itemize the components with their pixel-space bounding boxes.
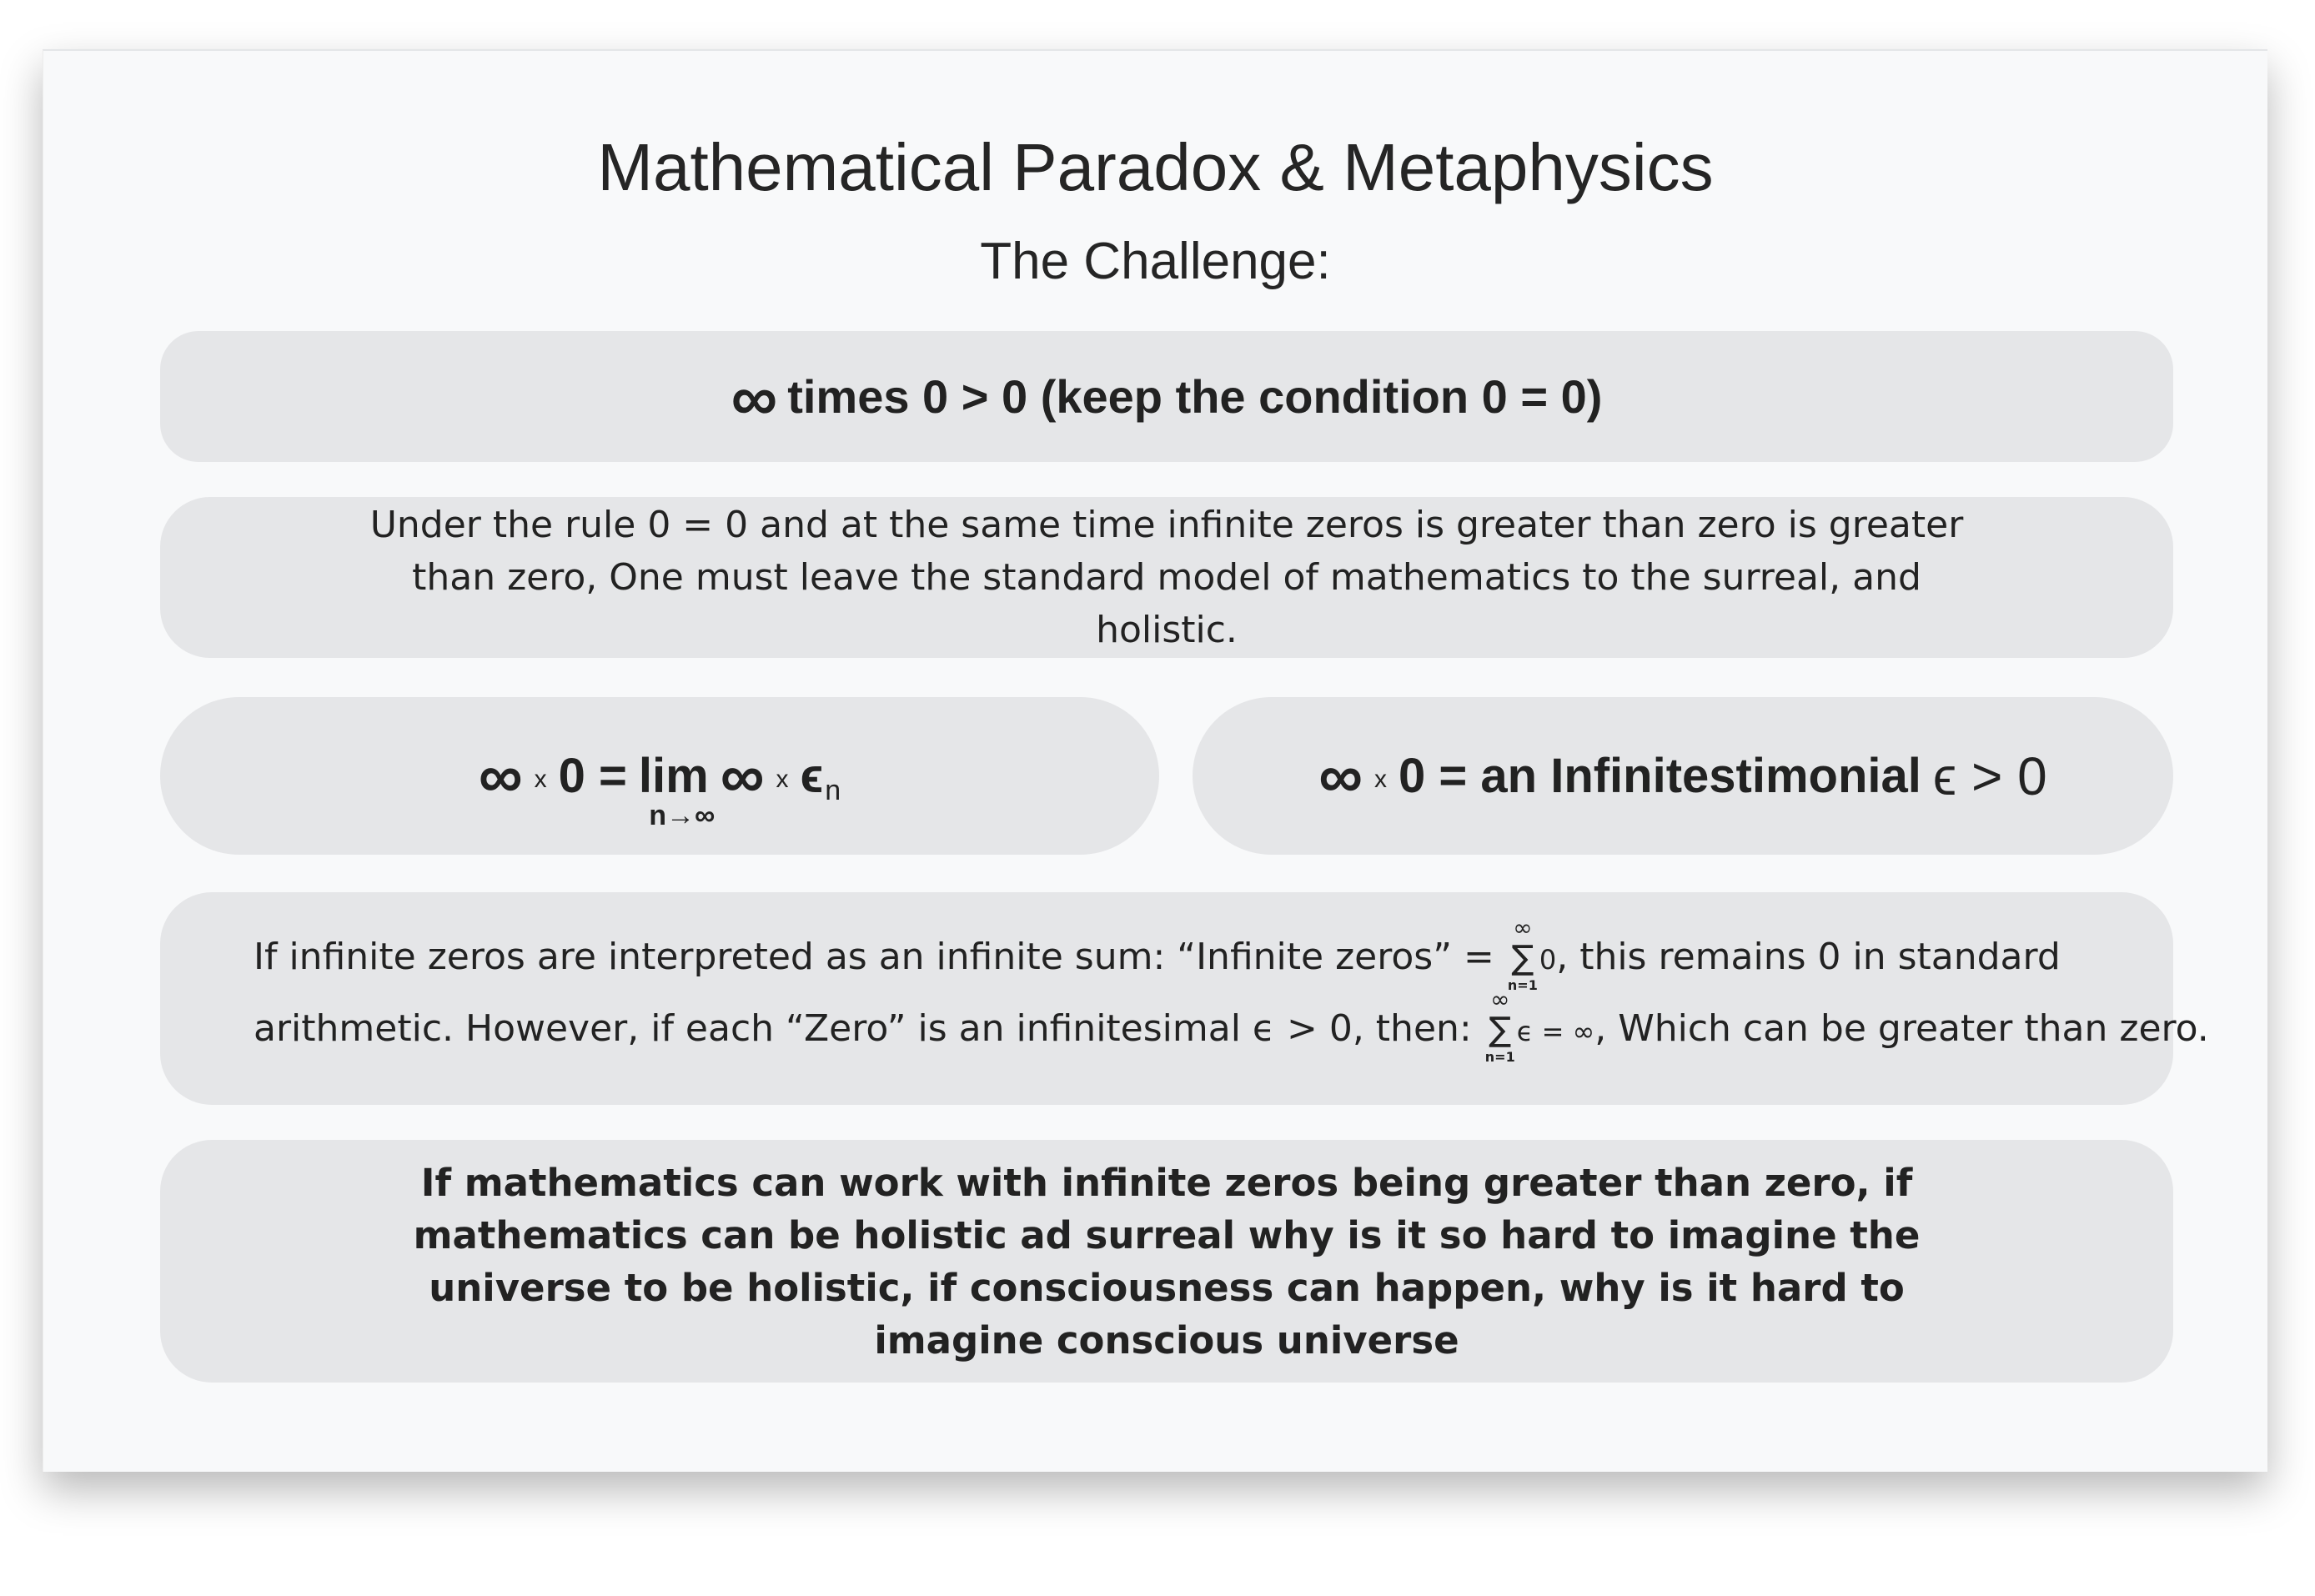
sum-line-2-end: , Which can be greater than zero. (1594, 1007, 2209, 1050)
lim-text: lim (638, 749, 709, 803)
infinitesimal-text: 0 = an Infinitestimonial (1399, 749, 1921, 803)
lim-subscript: n→∞ (649, 800, 716, 831)
rule-card (160, 497, 2173, 658)
sum-line-1 (254, 914, 2061, 993)
times-sign: x (776, 765, 789, 793)
summation-1 (1506, 914, 1539, 993)
conclusion-text: If mathematics can work with infinite zeros being greater than zero, if mathematics can be holistic ad surreal why is it so hard to imagine the universe to be holistic, if consciousness can happen, why is it hard to imagine conscious universe (413, 1160, 1921, 1363)
sum-line-2-start: arithmetic. However, if each “Zero” is an infinitesimal ϵ > 0, then: (254, 1007, 1472, 1050)
sum-term: ϵ = ∞ (1516, 1016, 1595, 1047)
slide (43, 49, 2267, 1472)
infinite-sum-card (160, 892, 2209, 1105)
sum-upper-limit: ∞ (1490, 986, 1510, 1013)
challenge-card (160, 331, 2173, 462)
equals-zero: 0 = (558, 749, 627, 803)
limit-formula-card (160, 697, 1159, 855)
page-title: Mathematical Paradox & Metaphysics (597, 130, 1714, 204)
epsilon-symbol: ϵ (800, 749, 824, 803)
sum-line-2 (254, 986, 2209, 1065)
page-subtitle: The Challenge: (980, 233, 1331, 290)
conclusion-card (160, 1140, 2173, 1383)
sum-term: 0 (1539, 944, 1557, 976)
times-sign: x (1374, 765, 1388, 793)
epsilon-comparison: ϵ > 0 (1932, 745, 2047, 806)
epsilon-subscript: n (825, 775, 841, 806)
summation-2 (1484, 986, 1517, 1065)
sum-lower-limit: n=1 (1484, 1049, 1515, 1065)
infinitesimal-formula-card (1193, 697, 2173, 855)
challenge-text: times 0 > 0 (keep the condition 0 = 0) (787, 370, 1603, 423)
infinity-symbol: ∞ (731, 361, 778, 434)
sum-upper-limit: ∞ (1513, 914, 1533, 941)
times-sign: x (534, 765, 547, 793)
sum-lower-limit: n=1 (1507, 977, 1538, 993)
sigma-symbol: ∑ (1511, 939, 1534, 977)
infinity-symbol: ∞ (720, 741, 765, 811)
sigma-symbol: ∑ (1489, 1011, 1512, 1049)
limit-operator (638, 748, 716, 831)
sum-line-1-end: , this remains 0 in standard (1556, 936, 2061, 978)
infinity-symbol: ∞ (478, 741, 523, 811)
infinity-symbol: ∞ (1318, 741, 1363, 811)
rule-text: Under the rule 0 = 0 and at the same time infinite zeros is greater than zero is greater than zero, One must leave the standard model of mathematics to the surreal, and holistic. (369, 504, 1964, 651)
sum-line-1-start: If infinite zeros are interpreted as an infinite sum: “Infinite zeros” = (254, 936, 1494, 978)
